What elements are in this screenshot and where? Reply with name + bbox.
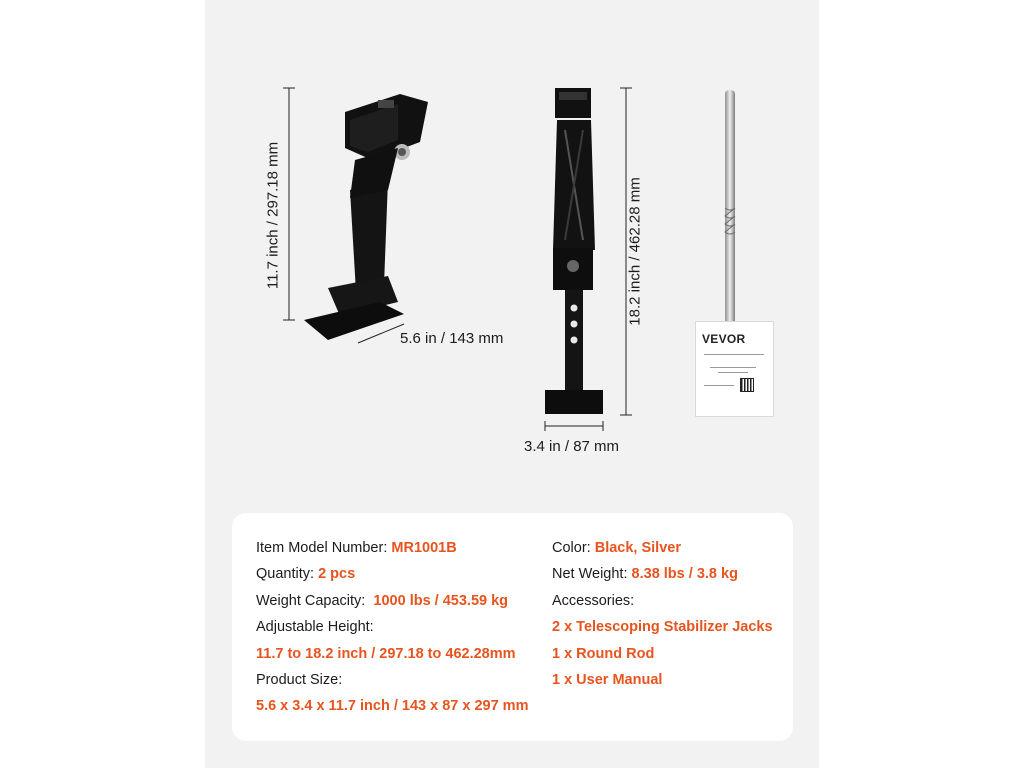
spec-color: Color: Black, Silver bbox=[552, 540, 681, 556]
qr-code-icon bbox=[740, 378, 754, 392]
spec-quantity: Quantity: 2 pcs bbox=[256, 566, 356, 582]
accessory-item: 1 x Round Rod bbox=[552, 646, 655, 662]
jack1-width-label: 5.6 in / 143 mm bbox=[400, 330, 504, 347]
spec-model-number: Item Model Number: MR1001B bbox=[256, 540, 457, 556]
spec-product-size-value: 5.6 x 3.4 x 11.7 inch / 143 x 87 x 297 mm bbox=[256, 698, 529, 714]
user-manual-image bbox=[695, 321, 774, 417]
spec-accessories-label: Accessories: bbox=[552, 593, 635, 609]
stabilizer-jack-extended-image bbox=[535, 80, 635, 460]
accessory-item: 2 x Telescoping Stabilizer Jacks bbox=[552, 619, 773, 635]
manual-brand-logo: VEVOR bbox=[702, 332, 746, 346]
spec-adjustable-height-value: 11.7 to 18.2 inch / 297.18 to 462.28mm bbox=[256, 646, 516, 662]
jack2-width-label: 3.4 in / 87 mm bbox=[524, 438, 620, 455]
spec-net-weight: Net Weight: 8.38 lbs / 3.8 kg bbox=[552, 566, 738, 582]
round-rod-image bbox=[718, 88, 742, 328]
spec-weight-capacity: Weight Capacity: 1000 lbs / 453.59 kg bbox=[256, 593, 509, 609]
stabilizer-jack-retracted-image bbox=[280, 80, 440, 370]
jack2-height-label: 18.2 inch / 462.28 mm bbox=[626, 177, 644, 326]
spec-adjustable-height-label: Adjustable Height: bbox=[256, 619, 374, 635]
jack1-height-label: 11.7 inch / 297.18 mm bbox=[264, 141, 282, 290]
spec-product-size-label: Product Size: bbox=[256, 672, 343, 688]
accessory-item: 1 x User Manual bbox=[552, 672, 663, 688]
